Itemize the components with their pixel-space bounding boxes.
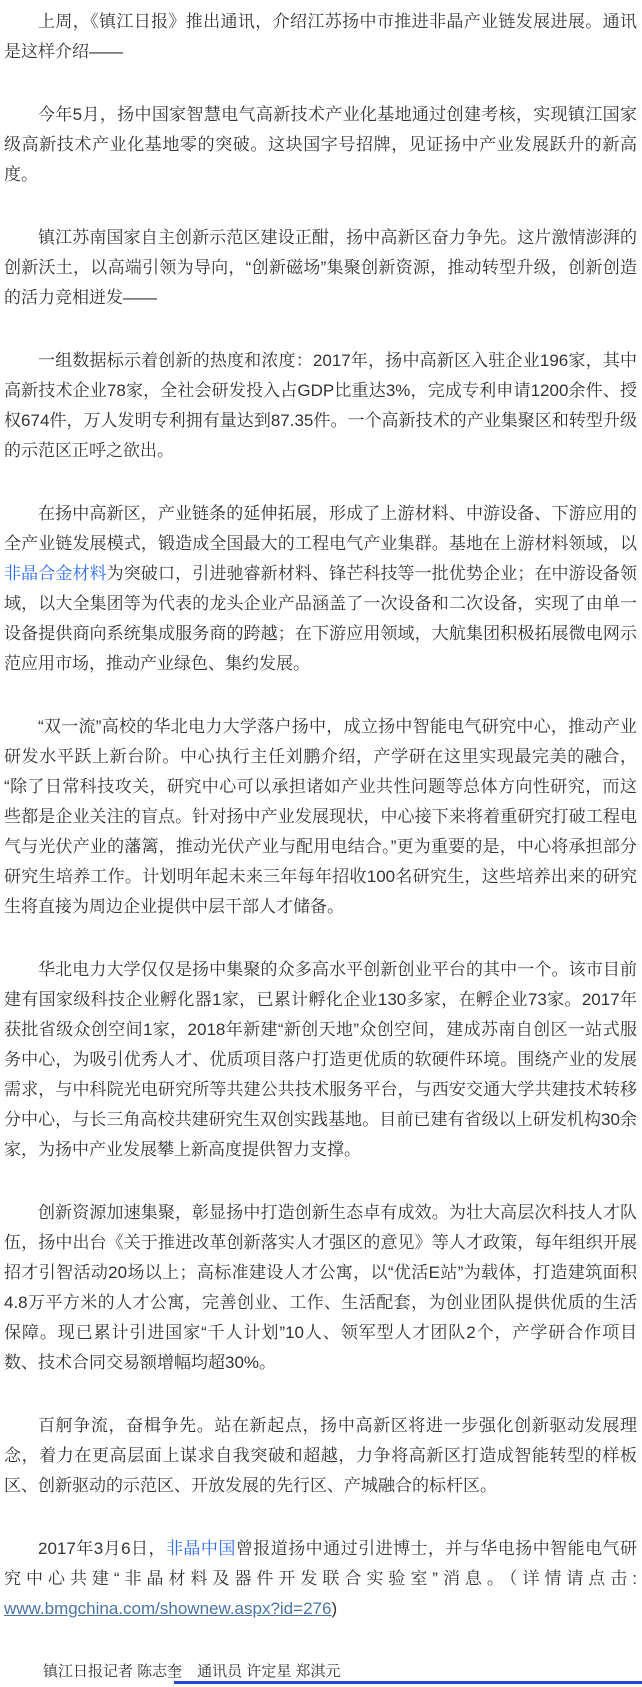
paragraph-university-center: “双一流”高校的华北电力大学落户扬中，成立扬中智能电气研究中心，推动产业研发水平跃上新台阶。中心执行主任刘鹏介绍，产学研在这里实现最完美的融合，“除了日常科技攻关，研究中心可以承担诸如产业共性问题等总体方向性研究，而这些都是企业关注的盲点。针对扬中产业发展现状，中心接下来将着重研究打破工程电气与光伏产业的藩篱，推动光伏产业与配用电结合。”更为重要的是，中心将承担部分研究生培养工作。计划明年起未来三年每年招收100名研究生，这些培养出来的研究生将直接为周边企业提供中层干部人才储备。 (4, 717, 637, 916)
bottom-divider (174, 1681, 642, 1684)
paragraph-text: 为突破口，引进驰睿新材料、锋芒科技等一批优势企业；在中游设备领域，以大全集团等为代表的龙头企业产品涵盖了一次设备和二次设备，实现了由单一设备提供商向系统集成服务商的跨越；在下游应用领域，大航集团积极拓展微电网示范应用市场，推动产业绿色、集约发展。 (4, 564, 638, 673)
paragraph-text: 曾报道扬中通过引进博士，并与华电扬中智能电气研究中心共建“非晶材料及器件开发联合实验室”消息。（详情请点击: (4, 1539, 638, 1588)
paragraph-outlook: 百舸争流，奋楫争先。站在新起点，扬中高新区将进一步强化创新驱动发展理念，着力在更高层面上谋求自我突破和超越，力争将高新区打造成智能转型的样板区、创新驱动的示范区、开放发展的先行区、产城融合的标杆区。 (4, 1416, 637, 1495)
paragraph-statistics: 一组数据标示着创新的热度和浓度：2017年，扬中高新区入驻企业196家，其中高新技术企业78家，全社会研发投入占GDP比重达3%，完成专利申请1200余件、授权674件，万人发明专利拥有量达到87.35件。一个高新技术的产业集聚区和转型升级的示范区正呼之欲出。 (4, 351, 637, 460)
link-article-url[interactable]: www.bmgchina.com/shownew.aspx?id=276 (4, 1599, 332, 1618)
paragraph-text: 在扬中高新区，产业链条的延伸拓展，形成了上游材料、中游设备、下游应用的全产业链发展模式，锻造成全国最大的工程电气产业集群。基地在上游材料领域，以 (4, 504, 637, 553)
paragraph-text: ) (331, 1599, 338, 1618)
paragraph-talent-policy: 创新资源加速集聚，彰显扬中打造创新生态卓有成效。为壮大高层次科技人才队伍，扬中出台《关于推进改革创新落实人才强区的意见》等人才政策，每年组织开展招才引智活动20场以上；高标准建设人才公寓，以“优活E站”为载体，打造建筑面积4.8万平方米的人才公寓，完善创业、工作、生活配套，为创业团队提供优质的生活保障。现已累计引进国家“千人计划”10人、领军型人才团队2个，产学研合作项目数、技术合同交易额增幅均超30%。 (4, 1203, 637, 1372)
paragraph-base-approval: 今年5月，扬中国家智慧电气高新技术产业化基地通过创建考核，实现镇江国家级高新技术产业化基地零的突破。这块国字号招牌，见证扬中产业发展跃升的新高度。 (4, 105, 637, 184)
paragraph-intro: 上周，《镇江日报》推出通讯，介绍江苏扬中市推进非晶产业链发展进展。通讯是这样介绍—— (4, 12, 637, 61)
paragraph-previous-report (4, 1534, 637, 1624)
paragraph-text: 2017年3月6日， (38, 1539, 166, 1558)
byline: 镇江日报记者 陈志奎 通讯员 许定星 郑淇元 (43, 1663, 341, 1680)
link-amorphous-alloy-material[interactable]: 非晶合金材料 (4, 564, 107, 583)
link-amorphous-china[interactable]: 非晶中国 (165, 1539, 236, 1558)
paragraph-innovation-zone: 镇江苏南国家自主创新示范区建设正酣，扬中高新区奋力争先。这片激情澎湃的创新沃土，以高端引领为导向，“创新磁场”集聚创新资源，推动转型升级，创新创造的活力竞相迸发—— (4, 228, 637, 307)
paragraph-industry-chain (4, 499, 637, 679)
paragraph-incubators: 华北电力大学仅仅是扬中集聚的众多高水平创新创业平台的其中一个。该市目前建有国家级科技企业孵化器1家，已累计孵化企业130多家，在孵企业73家。2017年获批省级众创空间1家，2018年新建“新创天地”众创空间，建成苏南自创区一站式服务中心，为吸引优秀人才、优质项目落户打造更优质的软硬件环境。围绕产业的发展需求，与中科院光电研究所等共建公共技术服务平台，与西安交通大学共建技术转移分中心，与长三角高校共建研究生双创实践基地。目前已建有省级以上研发机构30余家，为扬中产业发展攀上新高度提供智力支撑。 (4, 960, 637, 1159)
